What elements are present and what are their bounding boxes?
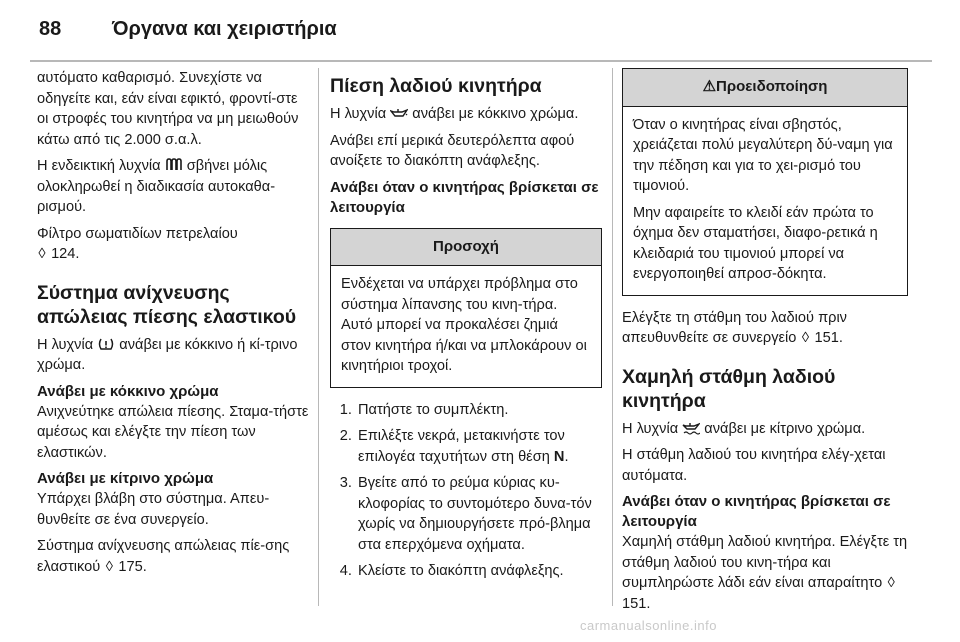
subheading: Ανάβει όταν ο κινητήρας βρίσκεται σε λειτουργία <box>330 178 599 216</box>
oil-can-icon <box>390 106 408 120</box>
gear-position: N <box>553 448 565 465</box>
warning-triangle-icon: ⚠ <box>702 78 717 95</box>
warning-box <box>622 68 908 296</box>
page-number: 88 <box>39 18 62 40</box>
column-right <box>622 68 908 620</box>
column-middle <box>330 68 602 588</box>
warning-text: Μην αφαιρείτε το κλειδί εάν πρώτα το όχημα δεν σταματήσει, διαφο-ρετικά η κλειδαριά του τιμονιού μπορεί να ενεργοποιηθεί απροσ-δόκητα. <box>633 204 878 282</box>
section-heading: Σύστημα ανίχνευσης απώλειας πίεσης ελαστικού <box>37 281 297 328</box>
oil-level-icon <box>682 421 700 435</box>
page-title: Όργανα και χειριστήρια <box>112 18 337 40</box>
warning-text: Όταν ο κινητήρας είναι σβηστός, χρειάζεται πολύ μεγαλύτερη δύ-ναμη για την πέδηση και για το χει-ρισμό του τιμονιού. <box>633 116 893 194</box>
section-heading: Πίεση λαδιού κινητήρα <box>330 75 542 97</box>
paragraph: Ανάβει επί μερικά δευτερόλεπτα αφού ανοίξετε το διακόπτη ανάφλεξης. <box>330 132 575 169</box>
list-item: 1. Πατήστε το συμπλέκτη. <box>356 400 602 421</box>
paragraph: Η λυχνία ανάβει με κίτρινο χρώμα. <box>622 420 866 437</box>
column-divider <box>318 68 319 606</box>
list-item: 2. Επιλέξτε νεκρά, μετακινήστε τον επιλογέα ταχυτήτων στη θέση N. <box>356 426 602 467</box>
reference-arrow-icon: ◊ <box>801 330 810 346</box>
reference-arrow-icon: ◊ <box>38 246 46 262</box>
caution-box <box>330 228 602 388</box>
column-left <box>37 68 309 583</box>
subheading: Ανάβει με κίτρινο χρώμα <box>37 470 214 487</box>
warning-title: ⚠Προειδοποίηση <box>623 69 907 107</box>
tire-pressure-icon <box>97 337 115 351</box>
subheading: Ανάβει με κόκκινο χρώμα <box>37 382 219 400</box>
list-item: 3. Βγείτε από το ρεύμα κύριας κυ-κλοφορίας το συντομότερο δυνα-τόν χωρίς να δημιουργήσετε πρό-βλημα στα επερχόμενα οχήματα. <box>356 473 602 555</box>
paragraph: Ανιχνεύτηκε απώλεια πίεσης. Σταμα-τήστε αμέσως και ελέγξτε την πίεση των ελαστικών. <box>37 403 309 461</box>
paragraph: Ελέγξτε τη στάθμη του λαδιού πριν απευθυνθείτε σε συνεργείο ◊ 151. <box>622 308 908 349</box>
header-divider <box>30 60 932 62</box>
page-reference[interactable]: 124. <box>51 246 80 262</box>
preheat-coil-icon <box>165 158 183 172</box>
reference-arrow-icon: ◊ <box>105 558 113 575</box>
caution-title: Προσοχή <box>331 229 601 267</box>
paragraph: αυτόματο καθαρισμό. Συνεχίστε να οδηγείτε και, εάν είναι εφικτό, φροντί-στε οι στροφές του κινητήρα να μη μειωθούν κάτω από τις 2.000 σ.α.λ. <box>37 70 299 148</box>
subheading: Ανάβει όταν ο κινητήρας βρίσκεται σε λειτουργία <box>622 493 891 530</box>
paragraph: Η στάθμη λαδιού του κινητήρα ελέγ-χεται αυτόματα. <box>622 447 886 484</box>
paragraph: Η λυχνία ανάβει με κόκκινο ή κί-τρινο χρώμα. <box>37 336 298 373</box>
column-divider <box>612 68 613 606</box>
page-reference[interactable]: 151. <box>814 330 843 346</box>
paragraph: Η ενδεικτική λυχνία σβήνει μόλις ολοκληρωθεί η διαδικασία αυτοκαθα-ρισμού. <box>37 158 276 215</box>
paragraph: Σύστημα ανίχνευσης απώλειας πίε-σης ελαστικού ◊ 175. <box>37 536 309 577</box>
page-reference[interactable]: 151. <box>622 595 651 612</box>
section-heading: Χαμηλή στάθμη λαδιού κινητήρα <box>622 365 836 412</box>
page-header <box>0 0 960 60</box>
page-reference[interactable]: 175. <box>118 558 147 575</box>
steps-list <box>330 400 602 582</box>
caution-text: Ενδέχεται να υπάρχει πρόβλημα στο σύστημα λίπανσης του κινη-τήρα. Αυτό μπορεί να προκαλέσει ζημιά στον κινητήρα ή/και να μπλοκάρουν οι κινητήριοι τροχοί. <box>341 276 587 374</box>
reference-arrow-icon: ◊ <box>887 575 895 591</box>
paragraph: Χαμηλή στάθμη λαδιού κινητήρα. Ελέγξτε τη στάθμη λαδιού του κινη-τήρα και συμπληρώστε λάδι εάν είναι απαραίτητο ◊ 151. <box>622 534 908 612</box>
paragraph: Φίλτρο σωματιδίων πετρελαίου ◊ 124. <box>37 224 309 265</box>
paragraph: Υπάρχει βλάβη στο σύστημα. Απευ-θυνθείτε σε ένα συνεργείο. <box>37 491 270 528</box>
watermark: carmanualsonline.info <box>580 618 717 633</box>
list-item: 4. Κλείστε το διακόπτη ανάφλεξης. <box>356 561 602 582</box>
paragraph: Η λυχνία ανάβει με κόκκινο χρώμα. <box>330 106 579 122</box>
